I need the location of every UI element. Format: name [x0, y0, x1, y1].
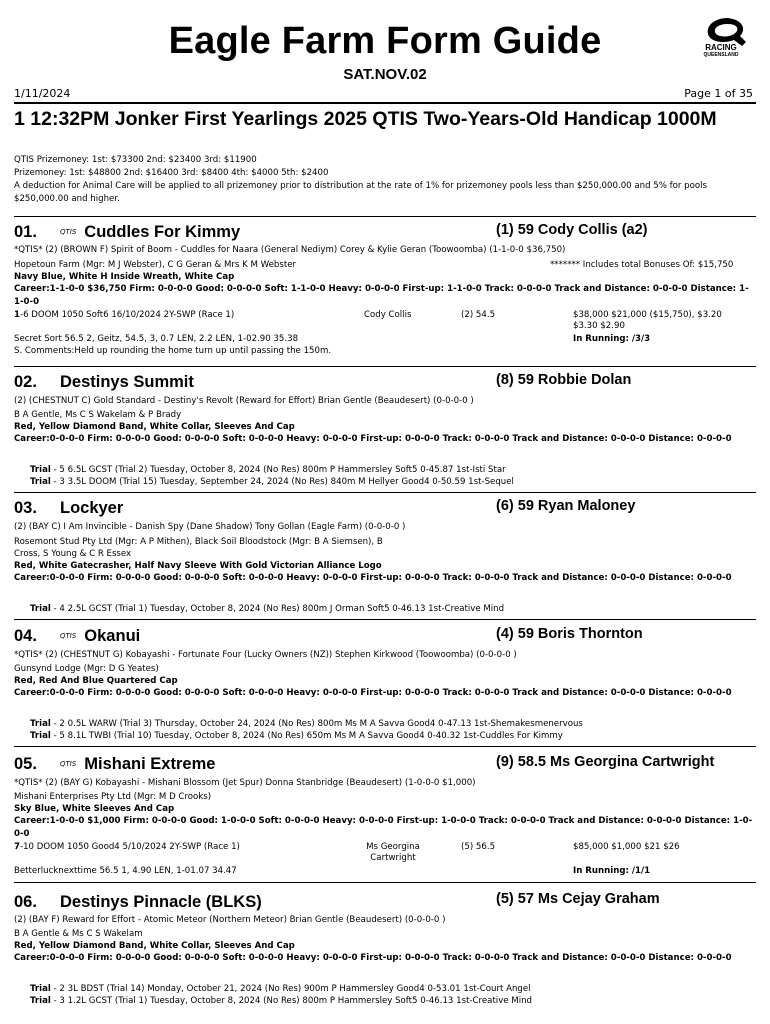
run-jockey: Ms Georgina Cartwright [366, 842, 420, 863]
breeding: *QTIS* (2) (BROWN F) Spirit of Boom - Cuddles for Naara (General Nediym) Corey & Kylie Geran (Toowoomba) (1-1-0-0 $36,750) [14, 245, 566, 255]
section-divider [14, 216, 756, 217]
section-divider [14, 366, 756, 367]
trial-text: - 5 8.1L TWBI (Trial 10) Tuesday, October 8, 2024 (No Res) 650m Ms M A Savva Good4 0-40.32 1st-Cuddles For Kimmy [50, 731, 563, 741]
horse-name: Lockyer [60, 499, 124, 517]
colours: Navy Blue, White H Inside Wreath, White Cap [14, 272, 235, 282]
meeting-date: SAT.NOV.02 [343, 66, 427, 83]
owners: B A Gentle, Ms C S Wakelam & P Brady [14, 410, 182, 420]
colours: Red, Yellow Diamond Band, White Collar, Sleeves And Cap [14, 941, 295, 951]
run-race: -6 DOOM 1050 Soft6 16/10/2024 2Y-SWP (Race 1) [19, 310, 235, 320]
trial-label: Trial [30, 719, 51, 729]
finish-position: 7 [14, 842, 20, 852]
run-race: -10 DOOM 1050 Good4 5/10/2024 2Y-SWP (Race 1) [19, 842, 240, 852]
career-stats: Career:1-1-0-0 $36,750 Firm: 0-0-0-0 Good: 0-0-0-0 Soft: 1-1-0-0 Heavy: 0-0-0-0 First-up: 1-1-0-0 Track: 0-0-0-0 Track and Distance: 0-0-0-0 Distance: 1-1-0-0 [14, 284, 749, 307]
horse-number: 05. [14, 755, 37, 773]
jockey-barrier-weight: (1) 59 Cody Collis (a2) [496, 222, 648, 238]
owners: Rosemont Stud Pty Ltd (Mgr: A P Mithen), Black Soil Bloodstock (Mgr: B A Siemsen), B [14, 537, 383, 547]
qtis-badge: QTIS [60, 632, 77, 640]
racing-queensland-logo [698, 12, 754, 68]
last-run-details [14, 842, 240, 853]
trial-label: Trial [30, 604, 51, 614]
breeding: (2) (BAY F) Reward for Effort - Atomic Meteor (Northern Meteor) Brian Gentle (Beaudesert) (0-0-0-0 ) [14, 915, 446, 925]
trial-label: Trial [30, 465, 51, 475]
page-number: Page 1 of 35 [684, 87, 753, 100]
logo-subword: QUEENSLAND [703, 52, 739, 58]
last-run-details [14, 310, 234, 321]
career-stats: Career:0-0-0-0 Firm: 0-0-0-0 Good: 0-0-0-0 Soft: 0-0-0-0 Heavy: 0-0-0-0 First-up: 0-0-0-0 Track: 0-0-0-0 Track and Distance: 0-0-0-0 Distance: 0-0-0-0 [14, 953, 732, 963]
horse-entry-name [14, 499, 123, 518]
horse-number: 06. [14, 893, 37, 911]
bonus-note: ******* Includes total Bonuses Of: $15,750 [550, 260, 734, 270]
in-running: In Running: /3/3 [573, 334, 651, 344]
breeding: *QTIS* (2) (BAY G) Kobayashi - Mishani Blossom (Jet Spur) Donna Stanbridge (Beaudesert) (1-0-0-0 $1,000) [14, 778, 476, 788]
horse-entry-name [14, 755, 215, 774]
run-barrier: (5) 56.5 [461, 842, 496, 852]
run-prizemoney: $85,000 $1,000 $21 $26 [573, 842, 680, 852]
finish-position: 1 [14, 310, 20, 320]
trial-row [30, 730, 563, 742]
qtis-prizemoney: QTIS Prizemoney: 1st: $73300 2nd: $23400 3rd: $11900 [14, 155, 257, 165]
colours: Red, Red And Blue Quartered Cap [14, 676, 178, 686]
run-jockey: Cody Collis [364, 310, 412, 320]
breeding: (2) (CHESTNUT C) Gold Standard - Destiny's Revolt (Reward for Effort) Brian Gentle (Beaudesert) (0-0-0-0 ) [14, 396, 474, 406]
trial-row [30, 603, 504, 615]
trial-text: - 2 3L BDST (Trial 14) Monday, October 21, 2024 (No Res) 900m P Hammersley Good4 0-53.01 1st-Court Angel [50, 984, 531, 994]
in-running: In Running: /1/1 [573, 866, 651, 876]
colours: Red, Yellow Diamond Band, White Collar, Sleeves And Cap [14, 422, 295, 432]
career-stats: Career:0-0-0-0 Firm: 0-0-0-0 Good: 0-0-0-0 Soft: 0-0-0-0 Heavy: 0-0-0-0 First-up: 0-0-0-0 Track: 0-0-0-0 Track and Distance: 0-0-0-0 Distance: 0-0-0-0 [14, 573, 732, 583]
run-barrier: (2) 54.5 [461, 310, 496, 320]
jockey-barrier-weight: (5) 57 Ms Cejay Graham [496, 891, 660, 907]
career-stats: Career:0-0-0-0 Firm: 0-0-0-0 Good: 0-0-0-0 Soft: 0-0-0-0 Heavy: 0-0-0-0 First-up: 0-0-0-0 Track: 0-0-0-0 Track and Distance: 0-0-0-0 Distance: 0-0-0-0 [14, 434, 732, 444]
run-result: Secret Sort 56.5 2, Geitz, 54.5, 3, 0.7 LEN, 2.2 LEN, 1-02.90 35.38 [14, 334, 299, 344]
colours: Red, White Gatecrasher, Half Navy Sleeve With Gold Victorian Alliance Logo [14, 561, 382, 571]
stewards-comments: S. Comments:Held up rounding the home turn up until passing the 150m. [14, 346, 332, 356]
owners: Hopetoun Farm (Mgr: M J Webster), C G Geran & Mrs K M Webster [14, 260, 297, 270]
trial-row [30, 476, 514, 488]
breeding: (2) (BAY C) I Am Invincible - Danish Spy (Dane Shadow) Tony Gollan (Eagle Farm) (0-0-0-0 ) [14, 522, 406, 532]
horse-name: Destinys Pinnacle (BLKS) [60, 893, 262, 911]
jockey-barrier-weight: (4) 59 Boris Thornton [496, 626, 643, 642]
horse-name: Mishani Extreme [84, 755, 216, 773]
owners: Gunsynd Lodge (Mgr: D G Yeates) [14, 664, 159, 674]
horse-number: 03. [14, 499, 37, 517]
run-prizemoney: $38,000 $21,000 ($15,750), $3.20 $3.30 $2.90 [573, 310, 722, 331]
race-title: 1 12:32PM Jonker First Yearlings 2025 QTIS Two-Years-Old Handicap 1000M [14, 108, 717, 130]
trial-text: - 4 2.5L GCST (Trial 1) Tuesday, October 8, 2024 (No Res) 800m J Orman Soft5 0-46.13 1st-Creative Mind [50, 604, 505, 614]
career-stats: Career:1-0-0-0 $1,000 Firm: 0-0-0-0 Good: 1-0-0-0 Soft: 0-0-0-0 Heavy: 0-0-0-0 First-up: 1-0-0-0 Track: 0-0-0-0 Track and Distance: 0-0-0-0 Distance: 1-0-0-0 [14, 816, 753, 839]
trial-row [30, 983, 531, 995]
print-date: 1/11/2024 [14, 87, 71, 100]
horse-number: 02. [14, 373, 37, 391]
breeding: *QTIS* (2) (CHESTNUT G) Kobayashi - Fortunate Four (Lucky Owners (NZ)) Stephen Kirkwood (Toowoomba) (0-0-0-0 ) [14, 650, 517, 660]
jockey-barrier-weight: (6) 59 Ryan Maloney [496, 498, 636, 514]
trial-label: Trial [30, 984, 51, 994]
jockey-barrier-weight: (9) 58.5 Ms Georgina Cartwright [496, 754, 715, 770]
qtis-badge: QTIS [60, 228, 77, 236]
trial-label: Trial [30, 996, 51, 1006]
section-divider [14, 619, 756, 620]
horse-name: Destinys Summit [60, 373, 194, 391]
colours: Sky Blue, White Sleeves And Cap [14, 804, 175, 814]
owners: Mishani Enterprises Pty Ltd (Mgr: M D Crooks) [14, 792, 212, 802]
prizemoney: Prizemoney: 1st: $48800 2nd: $16400 3rd: $8400 4th: $4000 5th: $2400 [14, 168, 329, 178]
career-stats: Career:0-0-0-0 Firm: 0-0-0-0 Good: 0-0-0-0 Soft: 0-0-0-0 Heavy: 0-0-0-0 First-up: 0-0-0-0 Track: 0-0-0-0 Track and Distance: 0-0-0-0 Distance: 0-0-0-0 [14, 688, 732, 698]
header-divider [14, 102, 756, 104]
jockey-barrier-weight: (8) 59 Robbie Dolan [496, 372, 632, 388]
trial-label: Trial [30, 731, 51, 741]
trial-row [30, 995, 532, 1007]
section-divider [14, 492, 756, 493]
section-divider [14, 746, 756, 747]
horse-entry-name [14, 893, 262, 912]
owners: B A Gentle & Ms C S Wakelam [14, 929, 143, 939]
page-title: Eagle Farm Form Guide [168, 20, 602, 62]
trial-label: Trial [30, 477, 51, 487]
horse-number: 04. [14, 627, 37, 645]
trial-text: - 5 6.5L GCST (Trial 2) Tuesday, October 8, 2024 (No Res) 800m P Hammersley Soft5 0-45.87 1st-Isti Star [50, 465, 506, 475]
trial-row [30, 718, 583, 730]
trial-row [30, 464, 506, 476]
trial-text: - 3 1.2L GCST (Trial 1) Tuesday, October 8, 2024 (No Res) 800m P Hammersley Soft5 0-46.13 1st-Creative Mind [50, 996, 533, 1006]
qtis-badge: QTIS [60, 760, 77, 768]
section-divider [14, 882, 756, 883]
horse-entry-name [14, 373, 194, 392]
horse-entry-name [14, 627, 140, 646]
horse-number: 01. [14, 223, 37, 241]
logo-word: RACING [705, 43, 737, 52]
horse-entry-name [14, 223, 240, 242]
horse-name: Okanui [84, 627, 141, 645]
horse-name: Cuddles For Kimmy [84, 223, 241, 241]
trial-text: - 2 0.5L WARW (Trial 3) Thursday, October 24, 2024 (No Res) 800m Ms M A Savva Good4 0-47.13 1st-Shemakesmenervous [50, 719, 583, 729]
logo-text [698, 44, 744, 58]
run-result: Betterlucknexttime 56.5 1, 4.90 LEN, 1-01.07 34.47 [14, 866, 237, 876]
owners-continued: Cross, S Young & C R Essex [14, 549, 132, 559]
trial-text: - 3 3.5L DOOM (Trial 15) Tuesday, September 24, 2024 (No Res) 840m M Hellyer Good4 0-50.59 1st-Sequel [50, 477, 514, 487]
deduction-note: A deduction for Animal Care will be applied to all prizemoney prior to distribution at the rate of 1% for prizemoney pools less than $250,000.00 and 5% for pools $250,000.00 and higher. [14, 181, 708, 204]
